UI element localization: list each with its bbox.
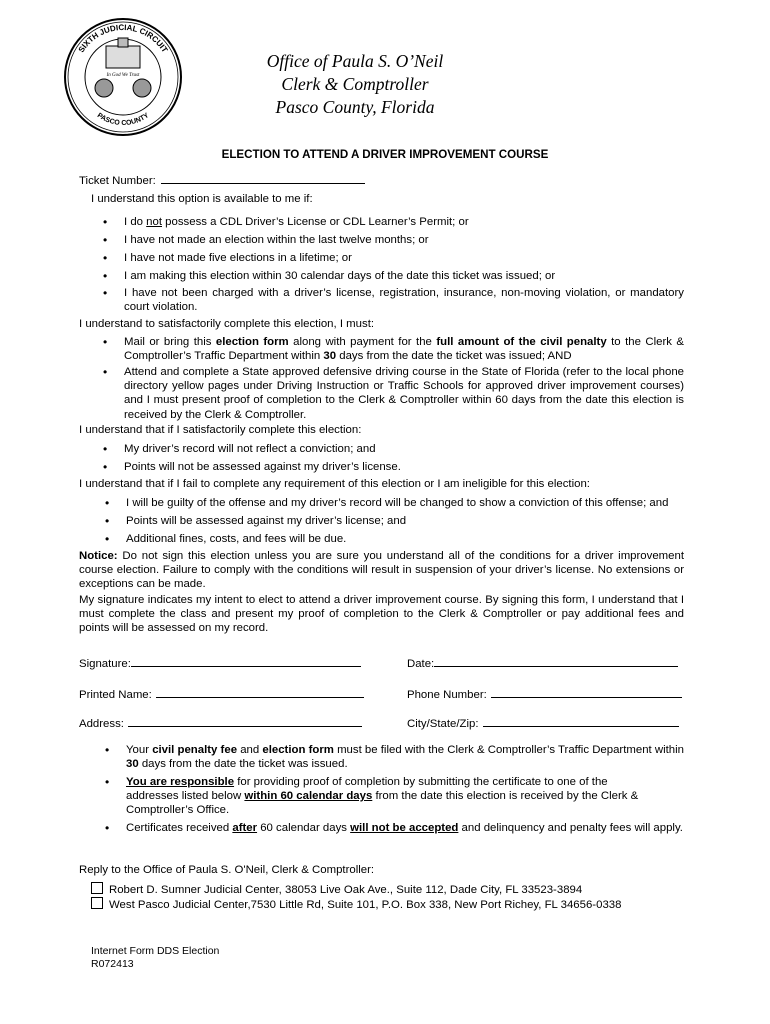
seal-bottom-text: PASCO COUNTY	[95, 112, 151, 128]
success-bullet-1: • My driver’s record will not reflect a conviction; and	[124, 442, 684, 456]
availability-bullet-1: • I do not possess a CDL Driver’s License or CDL Learner’s Permit; or	[124, 215, 684, 229]
fail-bullet-1: • I will be guilty of the offense and my driver’s record will be changed to show a conviction of this offense; and	[126, 496, 686, 510]
fail-bullet-2: • Points will be assessed against my driver’s license; and	[126, 514, 686, 528]
signature-line[interactable]	[131, 655, 361, 667]
fail-bullet-3: • Additional fines, costs, and fees will be due.	[126, 532, 686, 546]
form-title: ELECTION TO ATTEND A DRIVER IMPROVEMENT COURSE	[221, 148, 549, 161]
form-footer	[91, 945, 219, 971]
footer-form-name: Internet Form DDS Election	[91, 945, 220, 957]
success-intro: I understand that if I satisfactorily complete this election:	[79, 424, 362, 436]
printed-name-field[interactable]: Printed Name:	[79, 686, 364, 701]
note-bullet-3: • Certificates received after 60 calendar days will not be accepted and delinquency and penalty fees will apply.	[126, 821, 686, 835]
date-line[interactable]	[434, 655, 678, 667]
ticket-number-field[interactable]	[79, 172, 365, 187]
address-line[interactable]	[128, 715, 362, 727]
seal-top-text: SIXTH JUDICIAL CIRCUIT	[76, 22, 170, 55]
footer-form-code: R072413	[91, 958, 134, 970]
seal-motto: In God We Trust	[106, 73, 140, 78]
notice-paragraph: Notice: Do not sign this election unless you are sure you understand all of the conditions for a driver improvement course election. Failure to comply with the conditions will result in suspension of your driver’s license. No extensions or exceptions can be made.	[79, 550, 684, 591]
signature-field[interactable]: Signature:	[79, 655, 361, 670]
city-state-zip-field[interactable]: City/State/Zip:	[407, 715, 679, 730]
availability-bullet-3: • I have not made five elections in a lifetime; or	[124, 251, 684, 265]
complete-bullet-2: • Attend and complete a State approved defensive driving course in the State of Florida (refer to the local phone directory yellow pages under Driving Instruction or Traffic Schools for approved driver improvement courses) and I must present proof of completion to the Clerk & Comptroller within 60 days from the date this election is received by the Clerk & Comptroller.	[124, 365, 684, 422]
date-field[interactable]: Date:	[407, 655, 678, 670]
office-line-1: Office of Paula S. O’Neil	[266, 51, 444, 71]
office-header	[0, 50, 770, 119]
note-bullet-1: • Your civil penalty fee and election form must be filed with the Clerk & Comptroller’s Traffic Department within 30 days from the date the ticket was issued.	[126, 743, 684, 771]
reply-option-2[interactable]: West Pasco Judicial Center,7530 Little Rd, Suite 101, P.O. Box 338, New Port Richey, FL 34656-0338	[91, 897, 621, 911]
address-field[interactable]: Address:	[79, 715, 362, 730]
reply-intro: Reply to the Office of Paula S. O'Neil, Clerk & Comptroller:	[79, 864, 375, 876]
ticket-number-line[interactable]	[161, 172, 365, 184]
note-bullet-2: • You are responsible for providing proof of completion by submitting the certificate to one of the addresses listed below within 60 calendar days from the date this election is received by the Clerk & Comptroller’s Office.	[126, 775, 641, 818]
office-line-3: Pasco County, Florida	[275, 97, 435, 117]
notice-label: Notice:	[79, 550, 118, 562]
fail-intro: I understand that if I fail to complete any requirement of this election or I am ineligible for this election:	[79, 478, 590, 490]
city-state-zip-line[interactable]	[483, 715, 679, 727]
printed-name-line[interactable]	[156, 686, 364, 698]
phone-line[interactable]	[491, 686, 682, 698]
availability-bullet-2: • I have not made an election within the last twelve months; or	[124, 233, 684, 247]
ticket-number-label: Ticket Number:	[79, 175, 156, 187]
complete-bullet-1: • Mail or bring this election form along with payment for the full amount of the civil penalty to the Clerk & Comptroller’s Traffic Department within 30 days from the date the ticket was issued; AND	[124, 335, 684, 363]
complete-intro: I understand to satisfactorily complete this election, I must:	[79, 318, 375, 330]
availability-intro: I understand this option is available to me if:	[91, 193, 313, 205]
office-line-2: Clerk & Comptroller	[281, 74, 429, 94]
signature-paragraph: My signature indicates my intent to elect to attend a driver improvement course. By signing this form, I understand that I must complete the class and present my proof of completion to the Clerk & Comptroller or pay additional fees and points will be assessed on my record.	[79, 594, 684, 635]
availability-bullet-5: • I have not been charged with a driver’s license, registration, insurance, non-moving violation, or mandatory court violation.	[124, 287, 684, 314]
availability-bullet-4: • I am making this election within 30 calendar days of the date this ticket was issued; or	[124, 269, 684, 283]
reply-option-1[interactable]: Robert D. Sumner Judicial Center, 38053 Live Oak Ave., Suite 112, Dade City, FL 33523-3894	[91, 882, 582, 896]
reply-option-2-checkbox[interactable]	[91, 897, 103, 909]
success-bullet-2: • Points will not be assessed against my driver’s license.	[124, 460, 684, 474]
reply-option-1-checkbox[interactable]	[91, 882, 103, 894]
phone-field[interactable]: Phone Number:	[407, 686, 682, 701]
